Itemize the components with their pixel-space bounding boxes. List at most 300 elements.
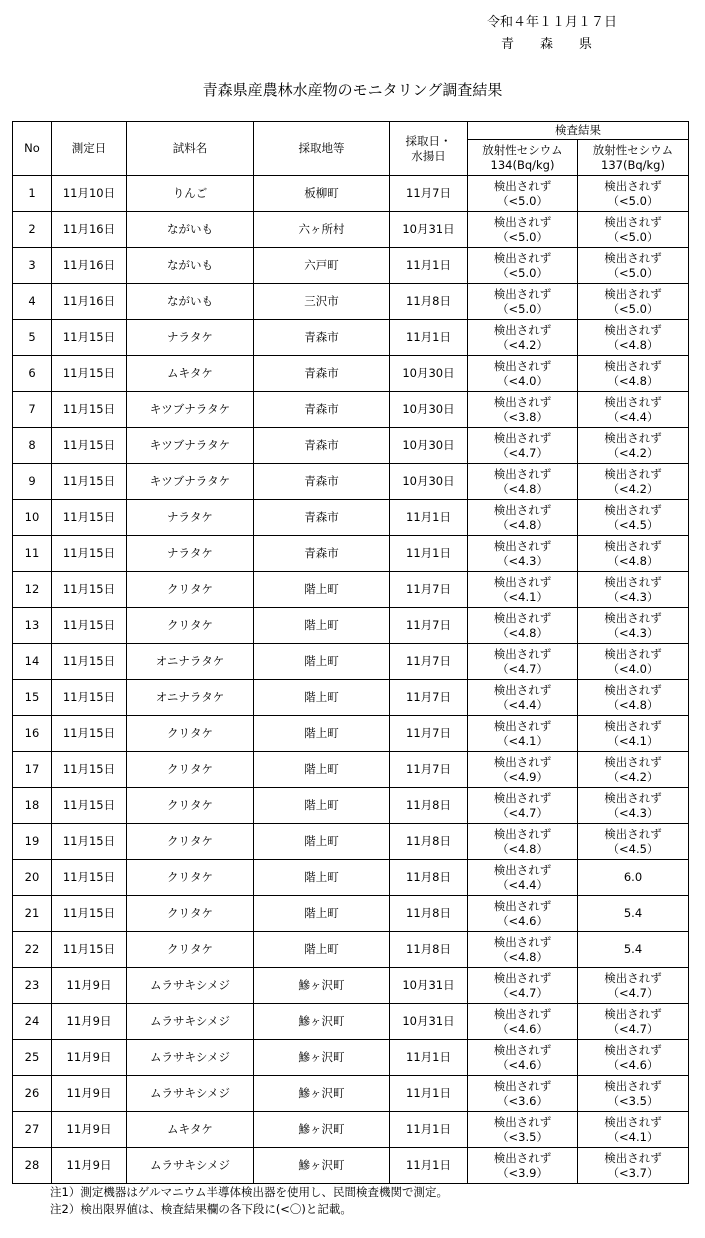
row-sample: ムラサキシメジ	[127, 968, 254, 1004]
row-cs137-detection-limit: （<5.0）	[607, 301, 659, 316]
header-date: 測定日	[52, 122, 127, 176]
table-row	[13, 1148, 689, 1184]
table-row	[13, 176, 689, 212]
row-cs134-value: 検出されず	[493, 574, 552, 589]
row-catch-date: 11月1日	[390, 1076, 468, 1112]
table-row	[13, 752, 689, 788]
row-measure-date: 11月15日	[52, 716, 127, 752]
row-cs134-value: 検出されず	[493, 250, 552, 265]
row-no: 3	[13, 248, 52, 284]
row-cs134-result	[468, 824, 578, 860]
row-no: 11	[13, 536, 52, 572]
table-row	[13, 1040, 689, 1076]
row-measure-date: 11月15日	[52, 536, 127, 572]
row-cs137-result	[578, 500, 689, 536]
row-cs134-value: 検出されず	[493, 754, 552, 769]
row-place: 階上町	[254, 896, 390, 932]
row-no: 27	[13, 1112, 52, 1148]
row-cs137-detection-limit: （<4.8）	[607, 373, 659, 388]
row-cs134-value: 検出されず	[493, 358, 552, 373]
row-sample: キツブナラタケ	[127, 392, 254, 428]
row-cs137-result	[578, 356, 689, 392]
row-sample: ムラサキシメジ	[127, 1076, 254, 1112]
row-cs134-detection-limit: （<4.4）	[497, 877, 548, 892]
row-measure-date: 11月9日	[52, 1040, 127, 1076]
row-cs134-result	[468, 968, 578, 1004]
row-cs137-result	[578, 716, 689, 752]
row-place: 六戸町	[254, 248, 390, 284]
row-cs134-value: 検出されず	[493, 1114, 552, 1129]
table-row	[13, 248, 689, 284]
row-place: 階上町	[254, 752, 390, 788]
row-cs137-detection-limit: （<5.0）	[607, 265, 659, 280]
row-cs134-value: 検出されず	[493, 322, 552, 337]
row-sample: オニナラタケ	[127, 644, 254, 680]
row-cs137-detection-limit: （<3.5）	[607, 1093, 659, 1108]
table-row	[13, 932, 689, 968]
row-cs137-value: 検出されず	[604, 430, 662, 445]
row-cs137-detection-limit: （<4.1）	[607, 733, 659, 748]
table-row	[13, 536, 689, 572]
row-place: 青森市	[254, 464, 390, 500]
row-cs134-value: 検出されず	[493, 1078, 552, 1093]
row-cs137-detection-limit: （<4.2）	[607, 769, 659, 784]
row-measure-date: 11月16日	[52, 248, 127, 284]
row-cs134-detection-limit: （<4.1）	[497, 589, 548, 604]
row-place: 階上町	[254, 932, 390, 968]
row-no: 26	[13, 1076, 52, 1112]
header-result: 検査結果	[468, 122, 689, 140]
row-cs137-value: 検出されず	[604, 1006, 662, 1021]
row-cs137-result	[578, 968, 689, 1004]
row-cs134-result	[468, 392, 578, 428]
row-cs137-detection-limit: （<4.4）	[607, 409, 659, 424]
row-cs137-result	[578, 1040, 689, 1076]
row-no: 1	[13, 176, 52, 212]
row-measure-date: 11月10日	[52, 176, 127, 212]
row-catch-date: 11月7日	[390, 572, 468, 608]
row-no: 16	[13, 716, 52, 752]
row-cs134-result	[468, 1148, 578, 1184]
header-cs134	[468, 140, 578, 176]
row-no: 14	[13, 644, 52, 680]
row-cs137-result	[578, 284, 689, 320]
row-place: 青森市	[254, 392, 390, 428]
row-cs137-detection-limit: （<4.3）	[607, 589, 659, 604]
table-row	[13, 1112, 689, 1148]
row-cs134-value: 検出されず	[493, 286, 552, 301]
row-cs137-value: 検出されず	[604, 790, 662, 805]
row-cs134-result	[468, 608, 578, 644]
row-cs134-detection-limit: （<5.0）	[497, 229, 548, 244]
row-cs137-value: 検出されず	[604, 970, 662, 985]
row-catch-date: 11月7日	[390, 608, 468, 644]
row-measure-date: 11月15日	[52, 860, 127, 896]
row-catch-date: 11月8日	[390, 932, 468, 968]
row-cs137-result	[578, 1148, 689, 1184]
row-catch-date: 10月30日	[390, 464, 468, 500]
row-measure-date: 11月15日	[52, 428, 127, 464]
row-cs134-value: 検出されず	[493, 394, 552, 409]
table-row	[13, 428, 689, 464]
row-catch-date: 11月1日	[390, 1148, 468, 1184]
row-cs134-detection-limit: （<4.7）	[497, 985, 548, 1000]
row-catch-date: 10月30日	[390, 356, 468, 392]
row-no: 12	[13, 572, 52, 608]
header-cs137-unit: 137(Bq/kg)	[601, 157, 665, 172]
table-row	[13, 464, 689, 500]
table-row	[13, 644, 689, 680]
row-sample: ナラタケ	[127, 500, 254, 536]
row-cs137-value: 検出されず	[604, 538, 662, 553]
row-sample: クリタケ	[127, 788, 254, 824]
row-cs137-detection-limit: （<3.7）	[607, 1165, 659, 1180]
row-cs134-value: 検出されず	[493, 934, 552, 949]
row-measure-date: 11月16日	[52, 284, 127, 320]
row-place: 階上町	[254, 644, 390, 680]
row-cs137-value: 5.4	[623, 942, 643, 956]
table-row	[13, 212, 689, 248]
row-cs137-detection-limit: （<4.7）	[607, 985, 659, 1000]
row-place: 青森市	[254, 536, 390, 572]
row-cs137-detection-limit: （<4.5）	[607, 841, 659, 856]
header-cs134-name: 放射性セシウム	[482, 142, 563, 157]
row-catch-date: 11月7日	[390, 680, 468, 716]
row-cs137-result	[578, 644, 689, 680]
row-cs134-result	[468, 572, 578, 608]
row-cs134-result	[468, 860, 578, 896]
row-cs137-value: 検出されず	[604, 286, 662, 301]
row-catch-date: 11月8日	[390, 284, 468, 320]
row-cs137-value: 検出されず	[604, 718, 662, 733]
row-catch-date: 11月7日	[390, 176, 468, 212]
row-no: 4	[13, 284, 52, 320]
row-measure-date: 11月9日	[52, 1004, 127, 1040]
row-measure-date: 11月9日	[52, 1076, 127, 1112]
row-sample: ムラサキシメジ	[127, 1040, 254, 1076]
row-no: 10	[13, 500, 52, 536]
row-cs137-value: 5.4	[623, 906, 643, 920]
row-catch-date: 11月7日	[390, 644, 468, 680]
row-no: 23	[13, 968, 52, 1004]
row-cs137-detection-limit: （<5.0）	[607, 229, 659, 244]
header-place: 採取地等	[254, 122, 390, 176]
row-sample: ながいも	[127, 284, 254, 320]
row-cs134-value: 検出されず	[493, 790, 552, 805]
row-cs137-result	[578, 752, 689, 788]
row-measure-date: 11月16日	[52, 212, 127, 248]
row-measure-date: 11月15日	[52, 572, 127, 608]
row-cs134-detection-limit: （<5.0）	[497, 193, 548, 208]
row-catch-date: 10月31日	[390, 1004, 468, 1040]
row-cs137-detection-limit: （<4.2）	[607, 481, 659, 496]
row-cs134-result	[468, 356, 578, 392]
row-cs137-detection-limit: （<5.0）	[607, 193, 659, 208]
row-sample: ムキタケ	[127, 1112, 254, 1148]
row-place: 階上町	[254, 572, 390, 608]
row-cs134-result	[468, 680, 578, 716]
row-cs134-result	[468, 500, 578, 536]
row-place: 青森市	[254, 500, 390, 536]
row-cs134-result	[468, 464, 578, 500]
row-no: 24	[13, 1004, 52, 1040]
row-cs134-value: 検出されず	[493, 214, 552, 229]
row-cs134-value: 検出されず	[493, 502, 552, 517]
row-sample: クリタケ	[127, 860, 254, 896]
row-place: 鰺ヶ沢町	[254, 968, 390, 1004]
table-row	[13, 896, 689, 932]
row-cs134-result	[468, 428, 578, 464]
row-cs134-detection-limit: （<4.2）	[497, 337, 548, 352]
row-cs134-detection-limit: （<4.8）	[497, 481, 548, 496]
footnote-1: 注1）測定機器はゲルマニウム半導体検出器を使用し、民間検査機関で測定。	[50, 1185, 448, 1199]
row-cs137-detection-limit: （<4.3）	[607, 805, 659, 820]
row-cs134-detection-limit: （<4.7）	[497, 445, 548, 460]
row-cs134-result	[468, 644, 578, 680]
row-cs134-detection-limit: （<4.8）	[497, 517, 548, 532]
row-cs134-value: 検出されず	[493, 610, 552, 625]
row-sample: ムラサキシメジ	[127, 1148, 254, 1184]
row-cs134-value: 検出されず	[493, 1006, 552, 1021]
row-cs134-result	[468, 176, 578, 212]
issuer: 青 森 県	[501, 37, 593, 52]
row-sample: ムキタケ	[127, 356, 254, 392]
row-cs134-detection-limit: （<4.8）	[497, 949, 548, 964]
row-place: 鰺ヶ沢町	[254, 1112, 390, 1148]
row-catch-date: 11月8日	[390, 860, 468, 896]
header-cs137-name: 放射性セシウム	[592, 142, 674, 157]
table-row	[13, 824, 689, 860]
row-cs137-result	[578, 1004, 689, 1040]
row-cs134-value: 検出されず	[493, 682, 552, 697]
row-cs137-value: 検出されず	[604, 826, 662, 841]
table-row	[13, 788, 689, 824]
row-cs137-value: 検出されず	[604, 646, 662, 661]
row-cs134-result	[468, 932, 578, 968]
row-cs134-detection-limit: （<3.8）	[497, 409, 548, 424]
row-cs134-detection-limit: （<4.9）	[497, 769, 548, 784]
row-cs134-detection-limit: （<4.1）	[497, 733, 548, 748]
row-cs137-result	[578, 176, 689, 212]
row-place: 階上町	[254, 608, 390, 644]
row-place: 青森市	[254, 428, 390, 464]
row-place: 階上町	[254, 824, 390, 860]
row-cs134-value: 検出されず	[493, 538, 552, 553]
issue-header	[487, 12, 657, 56]
row-cs137-result	[578, 428, 689, 464]
header-sample: 試料名	[127, 122, 254, 176]
row-measure-date: 11月9日	[52, 968, 127, 1004]
row-place: 階上町	[254, 860, 390, 896]
table-row	[13, 680, 689, 716]
table-row	[13, 1004, 689, 1040]
table-row	[13, 500, 689, 536]
row-place: 青森市	[254, 320, 390, 356]
row-sample: クリタケ	[127, 608, 254, 644]
row-place: 青森市	[254, 356, 390, 392]
row-no: 20	[13, 860, 52, 896]
row-cs137-value: 検出されず	[604, 1150, 662, 1165]
row-catch-date: 11月7日	[390, 752, 468, 788]
row-cs137-value: 検出されず	[604, 394, 662, 409]
table-row	[13, 716, 689, 752]
row-cs137-value: 検出されず	[604, 1042, 662, 1057]
row-cs134-value: 検出されず	[493, 898, 552, 913]
row-measure-date: 11月15日	[52, 824, 127, 860]
row-place: 三沢市	[254, 284, 390, 320]
results-body	[13, 176, 689, 1184]
header-no: No	[13, 122, 52, 176]
row-sample: クリタケ	[127, 716, 254, 752]
row-catch-date: 10月31日	[390, 212, 468, 248]
row-catch-date: 11月1日	[390, 248, 468, 284]
row-catch-date: 11月7日	[390, 716, 468, 752]
row-cs134-value: 検出されず	[493, 718, 552, 733]
row-measure-date: 11月15日	[52, 392, 127, 428]
row-cs134-result	[468, 1076, 578, 1112]
row-place: 鰺ヶ沢町	[254, 1148, 390, 1184]
row-no: 5	[13, 320, 52, 356]
row-sample: キツブナラタケ	[127, 428, 254, 464]
row-cs134-result	[468, 320, 578, 356]
row-no: 18	[13, 788, 52, 824]
header-cs134-unit: 134(Bq/kg)	[490, 157, 555, 172]
row-sample: ながいも	[127, 248, 254, 284]
row-cs137-result	[578, 392, 689, 428]
row-cs137-result	[578, 932, 689, 968]
row-cs137-result	[578, 680, 689, 716]
row-cs134-detection-limit: （<4.3）	[497, 553, 548, 568]
table-row	[13, 284, 689, 320]
row-sample: クリタケ	[127, 752, 254, 788]
row-place: 階上町	[254, 788, 390, 824]
row-sample: ムラサキシメジ	[127, 1004, 254, 1040]
row-measure-date: 11月15日	[52, 644, 127, 680]
row-cs134-value: 検出されず	[493, 862, 552, 877]
row-sample: クリタケ	[127, 932, 254, 968]
row-sample: ながいも	[127, 212, 254, 248]
document-title: 青森県産農林水産物のモニタリング調査結果	[202, 81, 503, 99]
row-cs134-detection-limit: （<4.6）	[497, 1021, 548, 1036]
row-catch-date: 11月1日	[390, 500, 468, 536]
header-catch-date: 採取日・ 水揚日	[390, 122, 468, 176]
row-no: 13	[13, 608, 52, 644]
row-cs137-value: 6.0	[623, 870, 643, 884]
row-cs134-result	[468, 752, 578, 788]
row-cs137-value: 検出されず	[604, 178, 662, 193]
row-cs134-value: 検出されず	[493, 430, 552, 445]
row-catch-date: 10月30日	[390, 428, 468, 464]
row-sample: クリタケ	[127, 824, 254, 860]
row-cs137-value: 検出されず	[604, 574, 662, 589]
row-place: 鰺ヶ沢町	[254, 1076, 390, 1112]
row-cs134-detection-limit: （<3.9）	[497, 1165, 548, 1180]
row-cs137-detection-limit: （<4.0）	[607, 661, 659, 676]
row-catch-date: 11月8日	[390, 788, 468, 824]
row-catch-date: 11月8日	[390, 824, 468, 860]
table-row	[13, 968, 689, 1004]
row-sample: ナラタケ	[127, 536, 254, 572]
row-cs137-result	[578, 212, 689, 248]
row-no: 19	[13, 824, 52, 860]
row-no: 15	[13, 680, 52, 716]
row-cs137-value: 検出されず	[604, 1078, 662, 1093]
row-place: 階上町	[254, 716, 390, 752]
row-place: 六ヶ所村	[254, 212, 390, 248]
row-sample: キツブナラタケ	[127, 464, 254, 500]
row-measure-date: 11月15日	[52, 320, 127, 356]
row-cs137-value: 検出されず	[604, 322, 662, 337]
row-cs137-detection-limit: （<4.8）	[607, 553, 659, 568]
row-measure-date: 11月15日	[52, 788, 127, 824]
header-cs137	[578, 140, 689, 176]
row-measure-date: 11月15日	[52, 932, 127, 968]
row-no: 21	[13, 896, 52, 932]
row-cs134-detection-limit: （<4.7）	[497, 661, 548, 676]
row-cs134-value: 検出されず	[493, 1150, 552, 1165]
row-measure-date: 11月15日	[52, 752, 127, 788]
row-cs137-result	[578, 248, 689, 284]
row-cs134-value: 検出されず	[493, 466, 552, 481]
row-cs137-detection-limit: （<4.1）	[607, 1129, 659, 1144]
table-row	[13, 392, 689, 428]
row-place: 鰺ヶ沢町	[254, 1004, 390, 1040]
row-cs137-result	[578, 824, 689, 860]
row-cs134-detection-limit: （<4.4）	[497, 697, 548, 712]
row-place: 階上町	[254, 680, 390, 716]
row-cs134-result	[468, 1004, 578, 1040]
row-cs137-detection-limit: （<4.8）	[607, 697, 659, 712]
row-no: 9	[13, 464, 52, 500]
row-cs134-value: 検出されず	[493, 970, 552, 985]
row-measure-date: 11月15日	[52, 896, 127, 932]
table-row	[13, 320, 689, 356]
row-cs137-detection-limit: （<4.6）	[607, 1057, 659, 1072]
row-place: 板柳町	[254, 176, 390, 212]
row-cs134-result	[468, 1040, 578, 1076]
row-sample: りんご	[127, 176, 254, 212]
row-cs134-detection-limit: （<4.6）	[497, 913, 548, 928]
row-cs134-detection-limit: （<4.7）	[497, 805, 548, 820]
row-cs137-result	[578, 1112, 689, 1148]
row-cs137-result	[578, 464, 689, 500]
row-measure-date: 11月15日	[52, 500, 127, 536]
row-cs134-detection-limit: （<5.0）	[497, 301, 548, 316]
row-measure-date: 11月15日	[52, 680, 127, 716]
row-catch-date: 11月1日	[390, 320, 468, 356]
row-cs134-value: 検出されず	[493, 826, 552, 841]
row-cs137-value: 検出されず	[604, 250, 662, 265]
row-cs134-value: 検出されず	[493, 1042, 552, 1057]
row-cs137-value: 検出されず	[604, 466, 662, 481]
row-catch-date: 11月1日	[390, 536, 468, 572]
row-cs137-value: 検出されず	[604, 1114, 662, 1129]
table-row	[13, 356, 689, 392]
footnotes	[50, 1184, 448, 1218]
row-cs137-result	[578, 860, 689, 896]
row-cs137-result	[578, 896, 689, 932]
row-cs134-detection-limit: （<4.8）	[497, 625, 548, 640]
row-cs134-detection-limit: （<4.8）	[497, 841, 548, 856]
row-catch-date: 10月31日	[390, 968, 468, 1004]
row-cs137-result	[578, 536, 689, 572]
row-sample: オニナラタケ	[127, 680, 254, 716]
row-measure-date: 11月9日	[52, 1148, 127, 1184]
row-cs134-detection-limit: （<5.0）	[497, 265, 548, 280]
issue-date: 令和４年１１月１７日	[487, 15, 618, 30]
row-cs134-value: 検出されず	[493, 178, 552, 193]
row-measure-date: 11月15日	[52, 464, 127, 500]
